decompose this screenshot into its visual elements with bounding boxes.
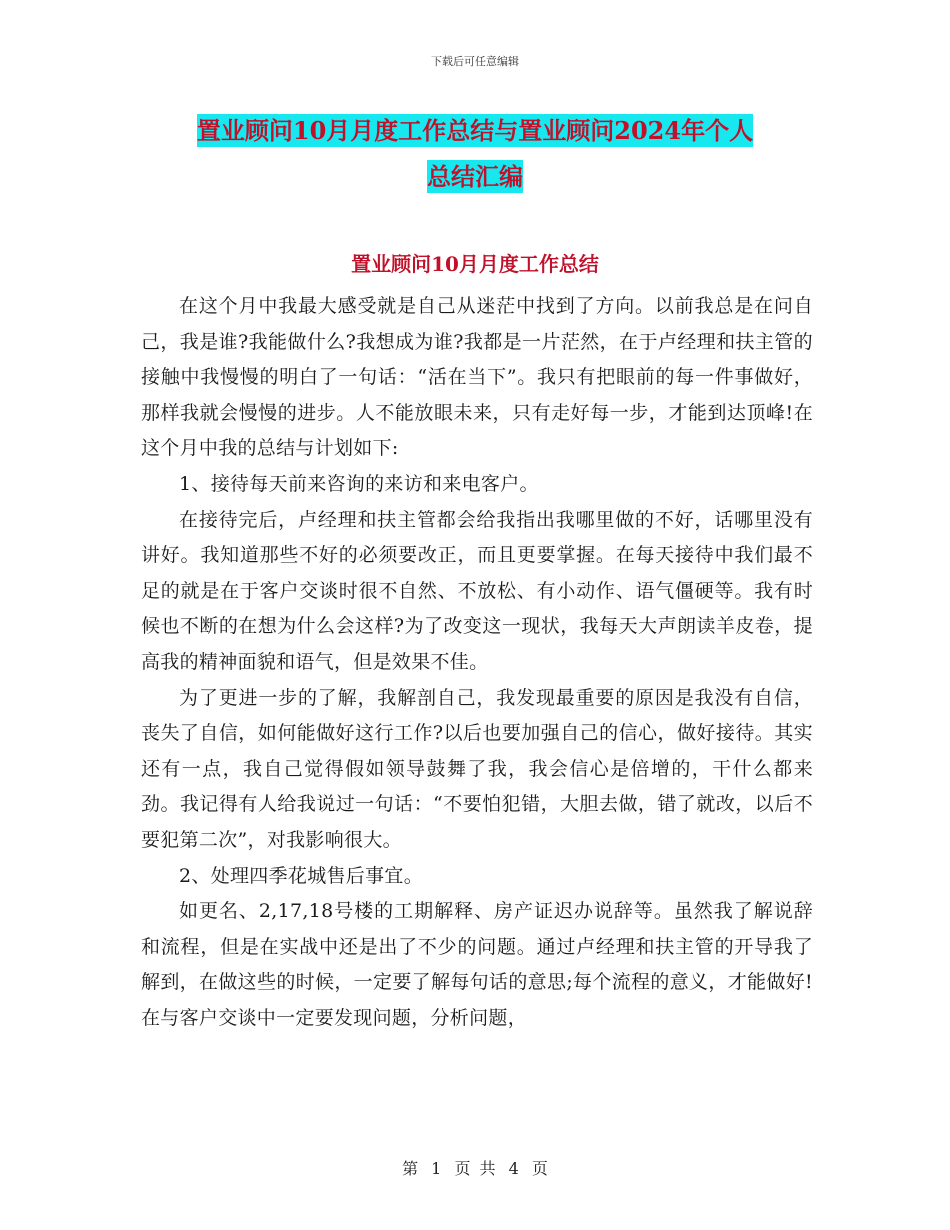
body-text xyxy=(141,289,813,1036)
header-note: 下载后可任意编辑 xyxy=(431,55,519,68)
paragraph: 在这个月中我最大感受就是自己从迷茫中找到了方向。以前我总是在问自己，我是谁?我能做什么?我想成为谁?我都是一片茫然，在于卢经理和扶主管的接触中我慢慢的明白了一句话：“活在当下”。我只有把眼前的每一件事做好，那样我就会慢慢的进步。人不能放眼未来，只有走好每一步，才能到达顶峰!在这个月中我的总结与计划如下: xyxy=(141,295,813,460)
paragraph: 如更名、2,17,18号楼的工期解释、房产证迟办说辞等。虽然我了解说辞和流程，但是在实战中还是出了不少的问题。通过卢经理和扶主管的开导我了解到，在做这些的时候，一定要了解每句话的意思;每个流程的意义，才能做好!在与客户交谈中一定要发现问题，分析问题， xyxy=(141,900,813,1029)
page-footer xyxy=(0,1156,950,1179)
paragraph: 2、处理四季花城售后事宜。 xyxy=(179,864,423,887)
footer-suffix: 页 xyxy=(531,1159,548,1178)
paragraph: 1、接待每天前来咨询的来访和来电客户。 xyxy=(179,472,539,495)
footer-prefix: 第 xyxy=(402,1159,419,1178)
title-line-2: 总结汇编 xyxy=(427,162,523,191)
paragraph: 为了更进一步的了解，我解剖自己，我发现最重要的原因是我没有自信，丧失了自信，如何能做好这行工作?以后也要加强自己的信心，做好接待。其实还有一点，我自己觉得假如领导鼓舞了我，我会信心是倍增的，干什么都来劲。我记得有人给我说过一句话：“不要怕犯错，大胆去做，错了就改，以后不要犯第二次”，对我影响很大。 xyxy=(141,686,813,851)
title-line-1: 置业顾问10月月度工作总结与置业顾问2024年个人 xyxy=(196,116,754,145)
document-title xyxy=(140,108,810,200)
footer-middle: 页 共 xyxy=(454,1159,496,1178)
paragraph: 在接待完后，卢经理和扶主管都会给我指出我哪里做的不好，话哪里没有讲好。我知道那些不好的必须要改正，而且更要掌握。在每天接待中我们最不足的就是在于客户交谈时很不自然、不放松、有小动作、语气僵硬等。我有时候也不断的在想为什么会这样?为了改变这一现状，我每天大声朗读羊皮卷，提高我的精神面貌和语气，但是效果不佳。 xyxy=(141,508,813,673)
section-title: 置业顾问10月月度工作总结 xyxy=(351,252,599,276)
page-number: 1 xyxy=(431,1159,442,1178)
total-pages: 4 xyxy=(508,1159,519,1178)
